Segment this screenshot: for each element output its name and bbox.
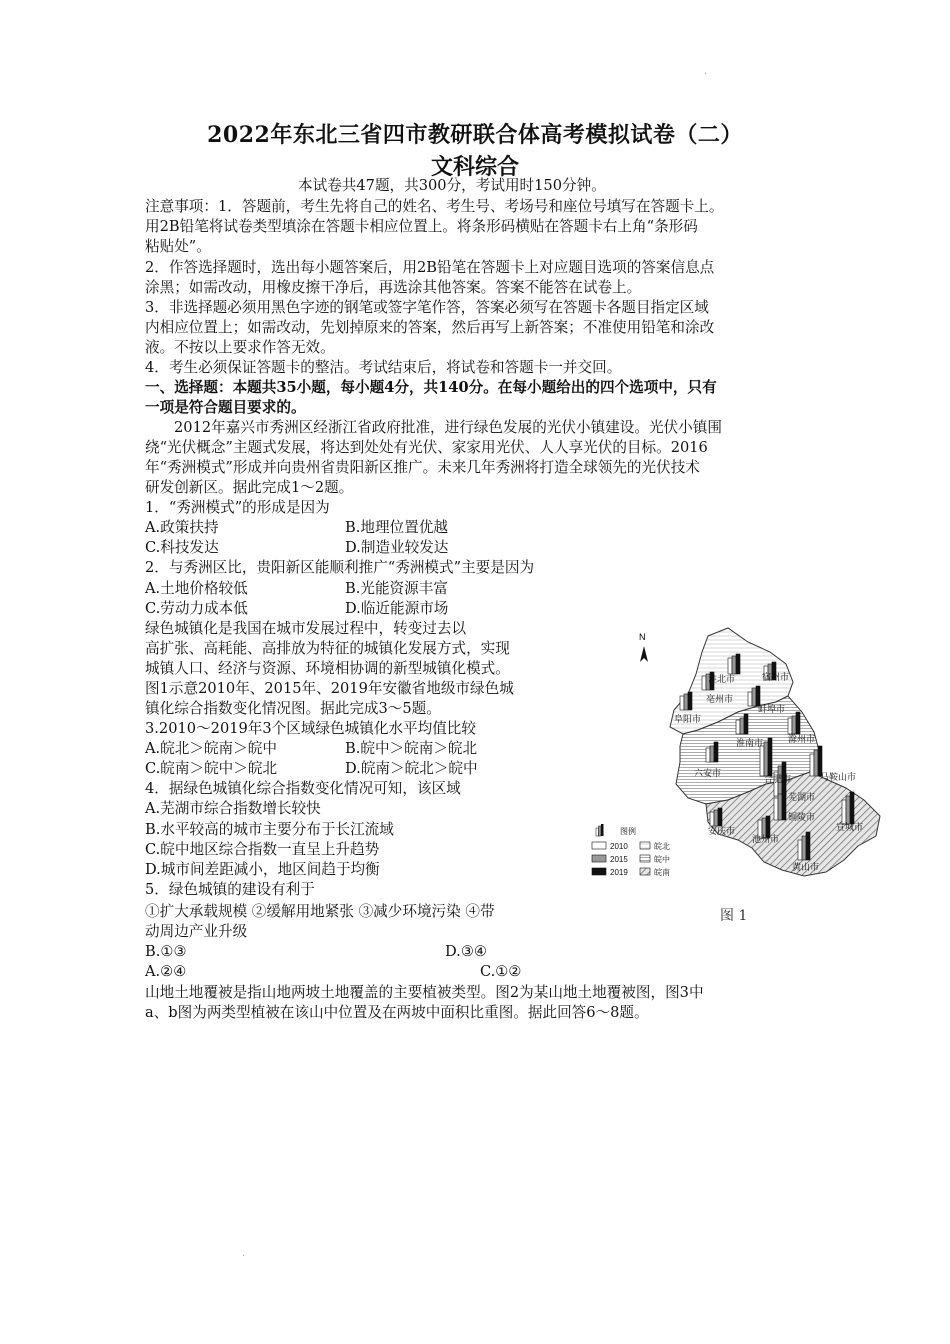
q2-option-c: C.劳动力成本低 xyxy=(145,600,248,617)
q3-option-d: D.皖南＞皖北＞皖中 xyxy=(345,760,478,777)
north-arrow-icon xyxy=(639,632,648,662)
q2-option-d: D.临近能源市场 xyxy=(345,600,449,617)
q2-option-a: A.土地价格较低 xyxy=(145,580,248,597)
city-label: 池州市 xyxy=(752,834,780,844)
legend-region: 皖南 xyxy=(654,868,670,877)
legend-region: 皖中 xyxy=(654,855,670,864)
passage-line: 绕“光伏概念”主题式发展，将达到处处有光伏、家家用光伏、人人享光伏的目标。2016 xyxy=(145,439,708,456)
q1-option-c: C.科技发达 xyxy=(145,539,219,556)
passage-line: 高扩张、高耗能、高排放为特征的城镇化发展方式，实现 xyxy=(145,640,510,657)
north-label: N xyxy=(639,632,646,642)
question-1-stem: 1．“秀洲模式”的形成是因为 xyxy=(145,499,330,516)
q4-option-c: C.皖中地区综合指数一直呈上升趋势 xyxy=(145,841,380,858)
note-line: 用2B铅笔将试卷类型填涂在答题卡相应位置上。将条形码横贴在答题卡右上角“条形码 xyxy=(145,218,698,235)
legend-year: 2010 xyxy=(610,842,628,851)
passage-line: 2012年嘉兴市秀洲区经浙江省政府批准，进行绿色发展的光伏小镇建设。光伏小镇围 xyxy=(174,419,722,436)
note-line: 注意事项：1．答题前，考生先将自己的姓名、考生号、考场号和座位号填写在答题卡上。 xyxy=(145,198,724,215)
passage-line: 图1示意2010年、2015年、2019年安徽省地级市绿色城 xyxy=(145,680,514,697)
passage-line: a、b图为两类型植被在该山中位置及在两坡中面积比重图。据此回答6～8题。 xyxy=(145,1004,649,1021)
city-label: 滁州市 xyxy=(788,734,816,744)
q4-option-a: A.芜湖市综合指数增长较快 xyxy=(145,800,321,817)
question-4-stem: 4．据绿色城镇化综合指数变化情况可知，该区域 xyxy=(145,780,461,797)
q5-items: 动周边产业升级 xyxy=(145,923,248,940)
city-label: 铜陵市 xyxy=(788,812,816,822)
question-3-stem: 3.2010～2019年3个区域绿色城镇化水平均值比较 xyxy=(145,720,476,737)
legend-year: 2015 xyxy=(610,855,628,864)
city-label: 亳州市 xyxy=(706,694,734,704)
note-line: 2．作答选择题时，选出每小题答案后，用2B铅笔在答题卡上对应题目选项的答案信息点 xyxy=(145,259,715,276)
q5-option-b: B.①③ xyxy=(145,943,187,960)
q1-option-b: B.地理位置优越 xyxy=(345,519,448,536)
passage-line: 镇化综合指数变化情况图。据此完成3～5题。 xyxy=(145,700,441,717)
city-label: 阜阳市 xyxy=(674,714,702,724)
q3-option-c: C.皖南＞皖中＞皖北 xyxy=(145,760,278,777)
city-label: 黄山市 xyxy=(792,862,820,872)
q4-option-b: B.水平较高的城市主要分布于长江流域 xyxy=(145,821,394,838)
section-heading: 一、选择题：本题共35小题，每小题4分，共140分。在每小题给出的四个选项中，只有 xyxy=(145,379,717,396)
exam-info: 本试卷共47题，共300分，考试用时150分钟。 xyxy=(298,177,606,194)
passage-line: 年“秀洲模式”形成并向贵州省贵阳新区推广。未来几年秀洲将打造全球领先的光伏技术 xyxy=(145,459,700,476)
note-line: 4．考生必须保证答题卡的整洁。考试结束后，将试卷和答题卡一并交回。 xyxy=(145,359,622,376)
q5-option-a: A.②④ xyxy=(145,963,187,980)
passage-line: 研发创新区。据此完成1～2题。 xyxy=(145,479,354,496)
q5-items: ①扩大承载规模 ②缓解用地紧张 ③减少环境污染 ④带 xyxy=(145,903,495,920)
city-label: 蚌埠市 xyxy=(758,704,786,714)
note-line: 内相应位置上；如需改动，先划掉原来的答案，然后再写上新答案；不准使用铅笔和涂改 xyxy=(145,319,715,336)
city-label: 马鞍山市 xyxy=(820,772,857,782)
note-line: 液。不按以上要求作答无效。 xyxy=(145,339,335,356)
q1-option-d: D.制造业较发达 xyxy=(345,539,449,556)
passage-line: 城镇人口、经济与资源、环境相协调的新型城镇化模式。 xyxy=(145,660,510,677)
q2-option-b: B.光能资源丰富 xyxy=(345,580,448,597)
city-label: 淮北市 xyxy=(708,674,736,684)
city-label: 合肥市 xyxy=(764,774,792,784)
city-label: 淮南市 xyxy=(736,738,764,748)
note-line: 3．非选择题必须用黑色字迹的钢笔或签字笔作答，答案必须写在答题卡各题目指定区域 xyxy=(145,299,709,316)
q4-option-d: D.城市间差距减小，地区间趋于均衡 xyxy=(145,861,380,878)
question-2-stem: 2．与秀洲区比，贵阳新区能顺利推广“秀洲模式”主要是因为 xyxy=(145,559,535,576)
city-label: 宣城市 xyxy=(836,822,864,832)
legend-title: 图例 xyxy=(620,827,636,836)
exam-title: 2022年东北三省四市教研联合体高考模拟试卷（二） xyxy=(207,122,743,148)
page-mark: . xyxy=(704,66,708,77)
q5-option-d: D.③④ xyxy=(445,943,487,960)
legend-region: 皖北 xyxy=(654,842,670,851)
passage-line: 绿色城镇化是我国在城市发展过程中，转变过去以 xyxy=(145,620,467,637)
q5-option-c: C.①② xyxy=(480,963,522,980)
map-legend xyxy=(592,824,670,877)
q1-option-a: A.政策扶持 xyxy=(145,519,219,536)
page-mark: . xyxy=(242,1248,246,1259)
figure-caption: 图 1 xyxy=(720,908,748,924)
note-line: 涂黑；如需改动，用橡皮擦干净后，再选涂其他答案。答案不能答在试卷上。 xyxy=(145,279,642,296)
city-label: 宿州市 xyxy=(762,672,790,682)
city-label: 六安市 xyxy=(694,768,722,778)
exam-subject: 文科综合 xyxy=(430,154,519,180)
note-line: 粘贴处”。 xyxy=(145,238,211,255)
section-heading: 一项是符合题目要求的。 xyxy=(145,399,306,416)
anhui-map-figure xyxy=(588,622,888,894)
q3-option-a: A.皖北＞皖南＞皖中 xyxy=(145,740,277,757)
legend-year: 2019 xyxy=(610,868,628,877)
passage-line: 山地土地覆被是指山地两坡土地覆盖的主要植被类型。图2为某山地土地覆被图，图3中 xyxy=(145,984,704,1001)
city-label: 安庆市 xyxy=(708,826,736,836)
question-5-stem: 5．绿色城镇的建设有利于 xyxy=(145,881,315,898)
city-label: 芜湖市 xyxy=(788,792,816,802)
q3-option-b: B.皖中＞皖南＞皖北 xyxy=(345,740,478,757)
